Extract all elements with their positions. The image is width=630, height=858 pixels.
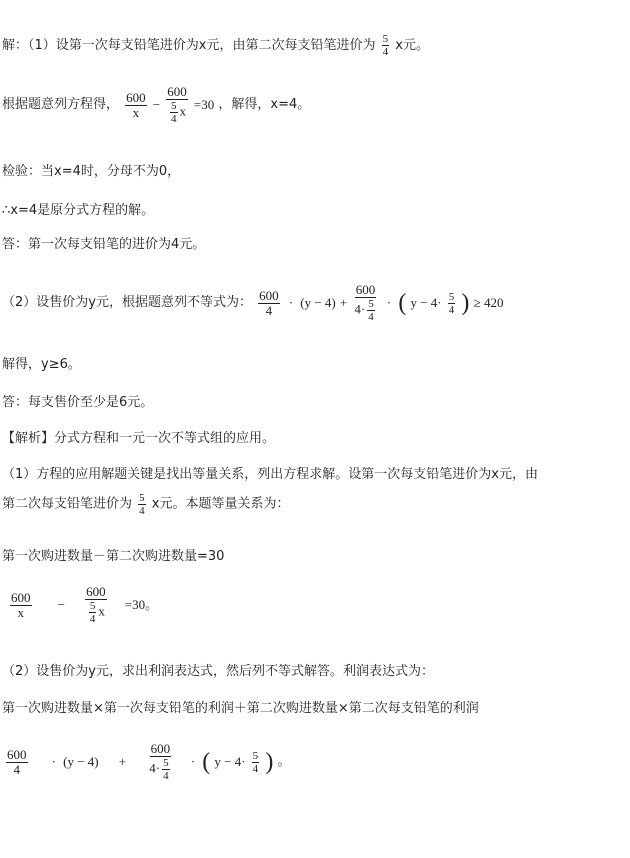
answer-part1: 答：第一次每支铅笔的进价为4元。 [2,237,206,252]
fraction-600-x: $\frac{600}{x}$ [126,89,146,120]
equation-repeat: $\frac{600}{x}$ − 600 $\frac{5}{4}$ x =30。 [11,584,159,625]
root-statement: ∴x=4是原分式方程的解。 [2,203,155,218]
equation-line: 根据题意列方程得， $\frac{600}{x}$ − 600 $\frac{5}{4}$ x =30 ，解得，x=4。 [2,84,311,125]
fraction-600-4: $\frac{600}{4}$ [259,287,279,318]
analysis-part1-line2: 第二次每支铅笔进价为 $\frac{5}{4}$ x元。本题等量关系为： [2,492,290,517]
inequality-line: （2）设售价为y元，根据题意列不等式为： $\frac{600}{4}$ · (y − 4) + 600 4· $\frac{5}{4}$ · ( y − 4· $\frac{5}{4}$ ) ≥ 420 [2,282,504,323]
check-line: 检验：当x=4时，分母不为0， [2,164,181,179]
fraction-600-over-5-4x: 600 $\frac{5}{4}$ x [167,84,187,125]
equal-relation: 第一次购进数量－第二次购进数量=30 [2,549,225,564]
fraction-600-over-4-5-4: 600 4· $\frac{5}{4}$ [354,282,376,323]
solution-part1-intro: 解：（1）设第一次每支铅笔进价为x元，由第二次每支铅笔进价为 $\frac{5}{4}$ x元。 [2,33,429,58]
profit-expression-words: 第一次购进数量×第一次每支铅笔的利润＋第二次购进数量×第二次每支铅笔的利润 [2,701,479,716]
answer-part2: 答：每支售价至少是6元。 [2,395,154,410]
analysis-part1-line1: （1）方程的应用解题关键是找出等量关系，列出方程求解。设第一次每支铅笔进价为x元，由 [2,467,538,482]
analysis-part2-intro: （2）设售价为y元，求出利润表达式，然后列不等式解答。利润表达式为： [2,664,434,679]
profit-expression: $\frac{600}{4}$ · (y − 4) + 600 4· $\frac{5}{4}$ · ( y − 4· $\frac{5}{4}$ ) 。 [7,741,291,782]
solve-line: 解得，y≥6。 [2,357,81,372]
fraction-5-4: $\frac{5}{4}$ [382,33,389,58]
analysis-heading: 【解析】分式方程和一元一次不等式组的应用。 [2,431,276,446]
